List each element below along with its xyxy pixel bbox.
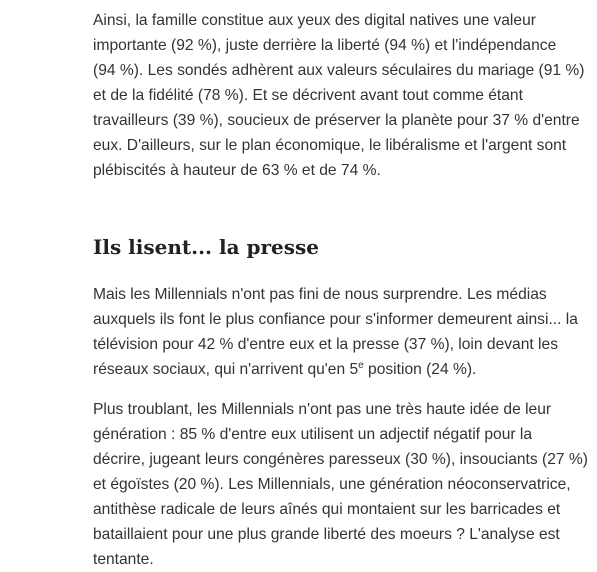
paragraph-line: et égoïstes (20 %). Les Millennials, une génération néoconservatrice, [93, 476, 571, 493]
line-text-after: position (24 %). [363, 361, 477, 378]
paragraph-line [93, 357, 597, 382]
superscript-ordinal: e [358, 359, 364, 371]
paragraph-line: télévision pour 42 % d'entre eux et la presse (37 %), loin devant les [93, 336, 558, 353]
paragraph-line: travailleurs (39 %), soucieux de préserver la planète pour 37 % d'entre [93, 112, 580, 129]
paragraph-line: importante (92 %), juste derrière la liberté (94 %) et l'indépendance [93, 37, 557, 54]
paragraph-line: Ainsi, la famille constitue aux yeux des digital natives une valeur [93, 12, 536, 29]
section-heading: Ils lisent... la presse [93, 235, 319, 259]
paragraph-line: tentante. [93, 551, 154, 568]
paragraph-line: plébiscités à hauteur de 63 % et de 74 %. [93, 162, 381, 179]
line-text-before: réseaux sociaux, qui n'arrivent qu'en 5 [93, 361, 359, 378]
paragraph-line: Plus troublant, les Millennials n'ont pas une très haute idée de leur [93, 401, 552, 418]
paragraph-line: et de la fidélité (78 %). Et se décrivent avant tout comme étant [93, 87, 523, 104]
paragraph-line: décrire, jugeant leurs congénères paresseux (30 %), insouciants (27 %) [93, 451, 588, 468]
paragraph-line: génération : 85 % d'entre eux utilisent un adjectif négatif pour la [93, 426, 533, 443]
paragraph-generation-view [93, 397, 597, 572]
paragraph-media-trust [93, 282, 597, 382]
paragraph-line: eux. D'ailleurs, sur le plan économique, le libéralisme et l'argent sont [93, 137, 567, 154]
paragraph-family-values [93, 8, 597, 183]
paragraph-line: Mais les Millennials n'ont pas fini de nous surprendre. Les médias [93, 286, 547, 303]
paragraph-line: auxquels ils font le plus confiance pour s'informer demeurent ainsi... la [93, 311, 578, 328]
paragraph-line: bataillaient pour une plus grande liberté des moeurs ? L'analyse est [93, 526, 560, 543]
paragraph-line: (94 %). Les sondés adhèrent aux valeurs séculaires du mariage (91 %) [93, 62, 585, 79]
paragraph-line: antithèse radicale de leurs aînés qui montaient sur les barricades et [93, 501, 561, 518]
